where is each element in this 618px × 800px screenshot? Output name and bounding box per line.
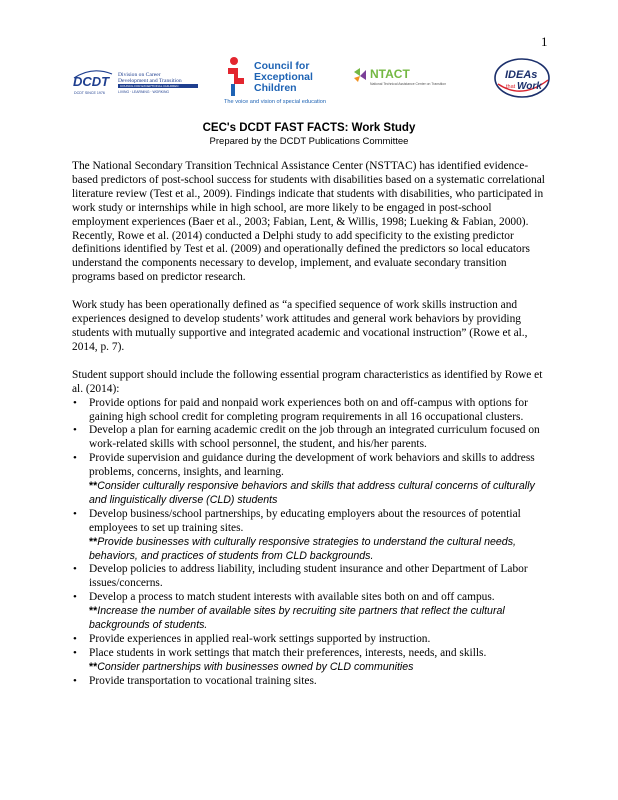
bullet-icon: • [73,674,77,687]
dcdt-logo [72,64,202,100]
cec-tagline: The voice and vision of special education [224,99,326,105]
ideas-line1: IDEAs [505,69,538,81]
list-item-text: Provide experiences in applied real-work settings supported by instruction. [89,633,431,645]
dcdt-mark: DCDT [73,74,110,89]
definition-paragraph: Work study has been operationally defined as “a specified sequence of work skills instruction and experiences designed to develop students’ work attitudes and general work behaviors by providing students with mutually supportive and integrated academic and vocational instruction” (Rowe et al., 2014, p. 7). [72,299,528,353]
bullet-icon: • [73,591,77,604]
cec-name-3: Children [254,82,297,94]
list-item [72,452,550,508]
list-item-text: Place students in work settings that match their preferences, interests, needs, and skills. [89,646,487,659]
list-item-text: Provide transportation to vocational training sites. [89,674,317,687]
list-item [72,675,550,689]
note-prefix: ** [89,535,98,548]
characteristics-list [72,397,550,689]
list-intro: Student support should include the following essential program characteristics as identified by Rowe et al. (2014): [72,368,543,395]
list-item-text: Provide options for paid and nonpaid work experiences both on and off-campus with options for gaining high school credit for completing program requirements in all 16 occupational clusters. [89,396,528,423]
cec-logo [220,54,360,106]
bullet-icon: • [73,507,77,520]
ntact-tagline: National Technical Assistance Center on Transition [370,82,447,86]
ntact-name: NTACT [370,67,410,81]
list-item [72,591,550,633]
list-item-text: Develop business/school partnerships, by educating employers about the resources of potential employees to set up training sites. [89,507,521,534]
ideas-line3: Work [517,81,542,92]
dcdt-line1: Division on Career [118,72,161,78]
note-prefix: ** [89,480,98,493]
document-body [72,160,550,689]
list-item [72,633,550,647]
note-prefix: ** [89,605,98,618]
note-text: Consider partnerships with businesses owned by CLD communities [97,660,414,673]
page-number: 1 [541,34,548,49]
bullet-icon: • [73,633,77,645]
list-item-note [89,661,550,675]
dcdt-since: DCDT SINCE 1976 [74,91,105,95]
ideas-that-work-logo [492,56,552,100]
ntact-logo [352,64,462,88]
dcdt-bar-text: COUNCIL FOR EXCEPTIONAL CHILDREN [120,84,179,89]
bullet-icon: • [73,424,77,437]
note-text: Consider culturally responsive behaviors and skills that address cultural concerns of culturally and linguistically diverse (CLD) students [89,480,535,506]
list-item-text: Provide supervision and guidance during the development of work behaviors and skills to address problems, concerns, insights, and learning. [89,452,535,479]
ideas-line2: that [506,84,516,90]
list-item-note [89,605,550,633]
note-prefix: ** [89,660,98,673]
list-item-note [89,536,550,564]
intro-paragraph: The National Secondary Transition Technical Assistance Center (NSTTAC) has identified evidence-based predictors of post-school success for students with disabilities based on a systematic correlational literature review (Test et al., 2009). Findings indicate that students with disabilities, who participated in work study or internships while in high school, are more likely to be engaged in post-school employment experiences (Baer et al., 2003; Fabian, Lent, & Willis, 1998; Lueking & Fabian, 2000). Recently, Rowe et al. (2014) conducted a Delphi study to add specificity to the existing predictor definitions identified by Test et al. (2009) and operationally defined the predictors so local educators understand the components necessary to develop, implement, and evaluate secondary transition programs based on predictor research. [72,160,545,284]
note-text: Increase the number of available sites by recruiting site partners that reflect the cultural backgrounds of students. [89,605,505,632]
cec-name-2: Exceptional [254,71,313,83]
list-item [72,508,550,564]
dcdt-tagline: LIVING · LEARNING · WORKING [118,90,170,94]
list-item-note [89,480,550,508]
bullet-icon: • [73,396,77,409]
bullet-icon: • [73,452,77,465]
list-item-text: Develop policies to address liability, including student insurance and other Department of Labor issues/concerns. [89,563,528,590]
document-title: CEC's DCDT FAST FACTS: Work Study [202,122,416,134]
list-item [72,424,550,452]
list-item [72,647,550,675]
list-item-text: Develop a process to match student interests with available sites both on and off campus. [89,591,495,604]
cec-name-1: Council for [254,60,310,72]
document-subtitle: Prepared by the DCDT Publications Committee [209,136,409,147]
bullet-icon: • [73,563,77,576]
note-text: Provide businesses with culturally responsive strategies to understand the cultural needs, behaviors, and practices of students from CLD backgrounds. [89,535,516,562]
dcdt-line2: Development and Transition [118,78,182,84]
bullet-icon: • [73,646,77,659]
list-item [72,563,550,591]
list-item-text: Develop a plan for earning academic credit on the job through an integrated curriculum focused on work-related skills with school personnel, the student, and his/her parents. [89,424,540,451]
list-item [72,397,550,425]
